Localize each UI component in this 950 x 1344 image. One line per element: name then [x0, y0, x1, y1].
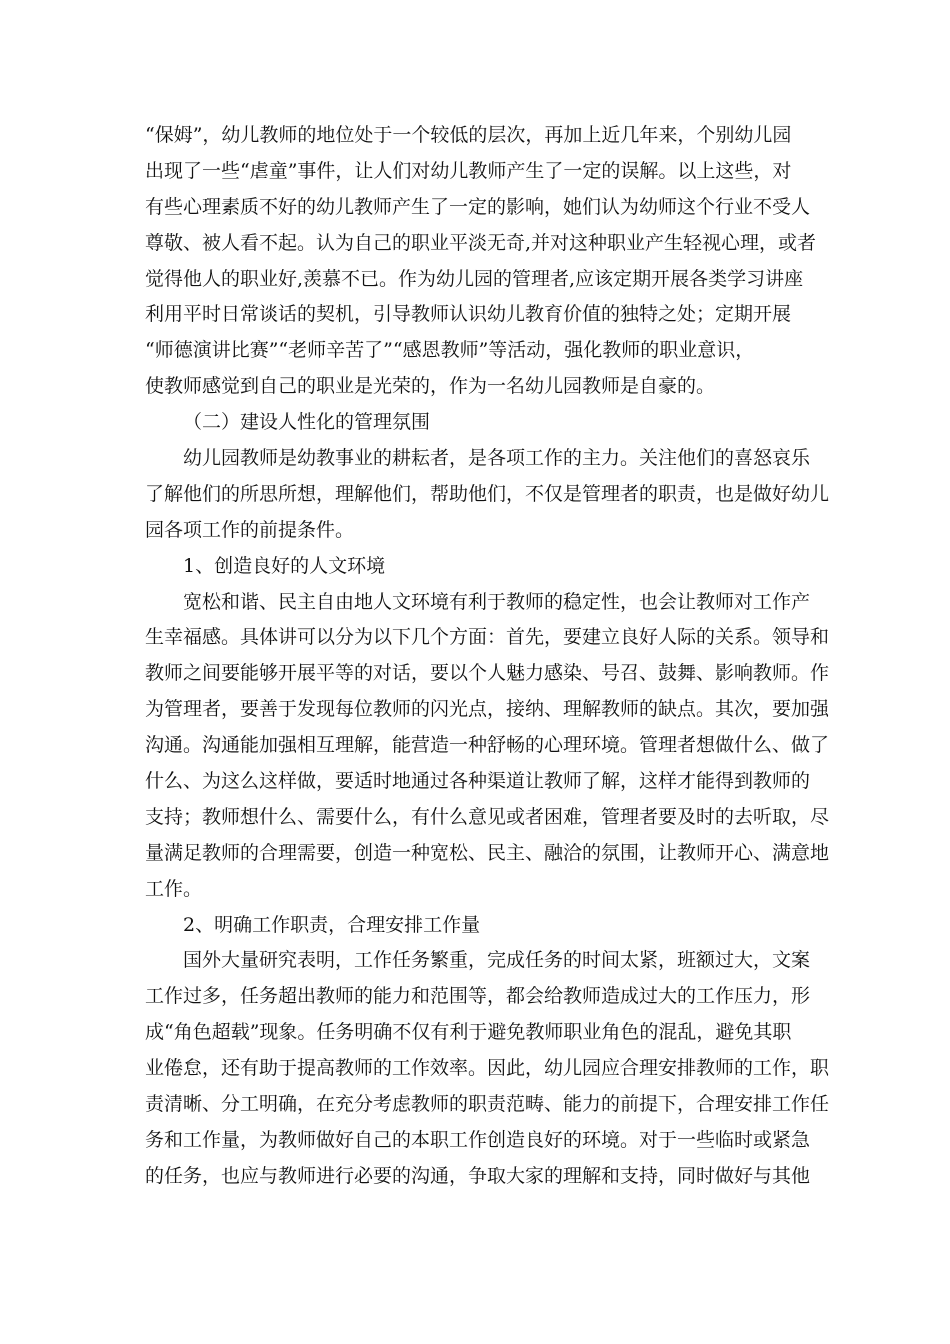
paragraph-line: “师德演讲比赛”“老师辛苦了”“感恩教师”等活动，强化教师的职业意识，	[145, 339, 755, 362]
paragraph-line: 量满足教师的合理需要，创造一种宽松、民主、融洽的氛围，让教师开心、满意地	[145, 841, 830, 864]
document-body	[145, 118, 830, 1195]
paragraph-line: 成“角色超载”现象。任务明确不仅有利于避免教师职业角色的混乱，避免其职	[145, 1021, 792, 1044]
paragraph-line: 生幸福感。具体讲可以分为以下几个方面：首先，要建立良好人际的关系。领导和	[145, 626, 830, 649]
paragraph-line: 务和工作量，为教师做好自己的本职工作创造良好的环境。对于一些临时或紧急	[145, 1128, 811, 1151]
paragraph-line: 利用平时日常谈话的契机，引导教师认识幼儿教育价值的独特之处；定期开展	[145, 303, 792, 326]
paragraph-line: 沟通。沟通能加强相互理解，能营造一种舒畅的心理环境。管理者想做什么、做了	[145, 734, 830, 757]
paragraph-line: 什么、为这么这样做，要适时地通过各种渠道让教师了解，这样才能得到教师的	[145, 770, 811, 793]
paragraph-line: 支持；教师想什么、需要什么，有什么意见或者困难，管理者要及时的去听取，尽	[145, 805, 830, 828]
paragraph-line: 有些心理素质不好的幼儿教师产生了一定的影响，她们认为幼师这个行业不受人	[145, 195, 811, 218]
paragraph-line: 出现了一些“虐童”事件，让人们对幼儿教师产生了一定的误解。以上这些，对	[145, 159, 792, 182]
paragraph-line: 的任务，也应与教师进行必要的沟通，争取大家的理解和支持，同时做好与其他	[145, 1164, 811, 1187]
paragraph-line: 觉得他人的职业好,羡慕不已。作为幼儿园的管理者,应该定期开展各类学习讲座	[145, 267, 804, 290]
paragraph-line: 幼儿园教师是幼教事业的耕耘者，是各项工作的主力。关注他们的喜怒哀乐	[183, 447, 811, 470]
paragraph-line: “保姆”，幼儿教师的地位处于一个较低的层次，再加上近几年来，个别幼儿园	[145, 124, 792, 146]
paragraph-line: 了解他们的所思所想，理解他们，帮助他们，不仅是管理者的职责，也是做好幼儿	[145, 482, 830, 505]
paragraph-line: 国外大量研究表明，工作任务繁重，完成任务的时间太紧，班额过大，文案	[183, 949, 811, 972]
subsection-heading: 1、创造良好的人文环境	[183, 554, 386, 577]
paragraph-line: 业倦怠，还有助于提高教师的工作效率。因此，幼儿园应合理安排教师的工作，职	[145, 1057, 830, 1080]
paragraph-line: 为管理者，要善于发现每位教师的闪光点，接纳、理解教师的缺点。其次，要加强	[145, 698, 830, 721]
section-heading: （二）建设人性化的管理氛围	[183, 411, 431, 434]
paragraph-line: 宽松和谐、民主自由地人文环境有利于教师的稳定性，也会让教师对工作产	[183, 590, 811, 613]
paragraph-line: 工作。	[145, 877, 203, 900]
paragraph-line: 责清晰、分工明确，在充分考虑教师的职责范畴、能力的前提下，合理安排工作任	[145, 1093, 830, 1116]
paragraph-line: 工作过多，任务超出教师的能力和范围等，都会给教师造成过大的工作压力，形	[145, 985, 811, 1008]
paragraph-line: 尊敬、被人看不起。认为自己的职业平淡无奇,并对这种职业产生轻视心理，或者	[145, 231, 817, 254]
subsection-heading: 2、明确工作职责，合理安排工作量	[183, 913, 481, 936]
paragraph-line: 教师之间要能够开展平等的对话，要以个人魅力感染、号召、鼓舞、影响教师。作	[145, 662, 830, 685]
paragraph-line: 使教师感觉到自己的职业是光荣的，作为一名幼儿园教师是自豪的。	[145, 375, 716, 398]
paragraph-line: 园各项工作的前提条件。	[145, 518, 355, 541]
